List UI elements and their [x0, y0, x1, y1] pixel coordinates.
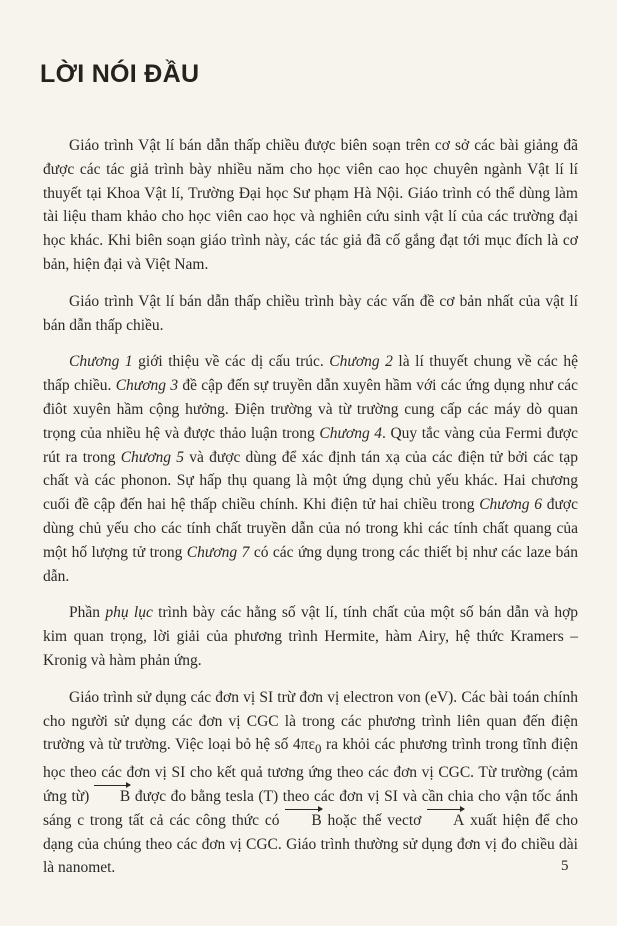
- paragraph-intro: Giáo trình Vật lí bán dẫn thấp chiều được biên soạn trên cơ sở các bài giảng đã được các tác giả trình bày nhiều năm cho học viên cao học chuyên ngành Vật lí lí thuyết tại Khoa Vật lí, Trường Đại học Sư phạm Hà Nội. Giáo trình có thể dùng làm tài liệu tham khảo cho học viên cao học và nghiên cứu sinh vật lí của các trường đại học khác. Khi biên soạn giáo trình này, các tác giả đã cố gắng đạt tới mục đích là cơ bản, hiện đại và Việt Nam.: [43, 137, 578, 273]
- coulomb-factor: $4\pi\varepsilon_0$: [292, 736, 322, 757]
- chapter-ref: Chương 1: [69, 353, 133, 371]
- paragraph-scope: Giáo trình Vật lí bán dẫn thấp chiều trình bày các vấn đề cơ bản nhất của vật lí bán dẫn thấp chiều.: [43, 292, 578, 334]
- chapter-ref: Chương 6: [479, 496, 543, 514]
- appendix-ref: phụ lục: [105, 604, 153, 622]
- paragraph-appendix: Phần phụ lục trình bày các hằng số vật lí, tính chất của một số bán dẫn và hợp kim quan trọng, lời giải của phương trình Hermite, hàm Airy, hệ thức Kramers – Kronig và hàm phản ứng.: [43, 604, 579, 669]
- chapter-ref: Chương 4: [319, 424, 383, 442]
- paragraph-chapters: Chương 1 giới thiệu về các dị cấu trúc. Chương 2 là lí thuyết chung về các hệ thấp chiều. Chương 3 đề cập đến sự truyền dẫn xuyên hầm với các ứng dụng như các điôt xuyên hầm cộng hưởng. Điện trường và từ trường cung cấp các máy dò quan trọng của nhiều hệ và được thảo luận trong Chương 4. Quy tắc vàng của Fermi được rút ra trong Chương 5 và được dùng để xác định tán xạ của các điện tử bởi các tạp chất và các phonon. Sự hấp thụ quang là một ứng dụng chủ yếu khác. Hai chương cuối đề cập đến hai hệ thấp chiều chính. Khi điện tử hai chiều trong Chương 6 được dùng chủ yếu cho các tính chất truyền dẫn của nó trong khi các tính chất quang của một hố lượng tử trong Chương 7 có các ứng dụng trong các thiết bị như các laze bán dẫn.: [43, 353, 578, 585]
- chapter-ref: Chương 7: [186, 543, 250, 561]
- chapter-ref: Chương 2: [329, 353, 393, 371]
- page-heading: LỜI NÓI ĐẦU: [40, 60, 200, 88]
- vector-b-symbol: B: [285, 809, 321, 833]
- vector-a-symbol: A: [427, 809, 464, 833]
- paragraph-units: Giáo trình sử dụng các đơn vị SI trừ đơn vị electron von (eV). Các bài toán chính cho người sử dụng các đơn vị CGC là trong các phương trình liên quan đến điện trường và từ trường. Việc loại bỏ hệ số $4\pi\varepsilon_0$ ra khỏi các phương trình trong tĩnh điện học theo các đơn vị SI cho kết quả tương ứng theo các đơn vị CGC. Từ trường (cảm ứng từ) B được đo bằng tesla (T) theo các đơn vị SI và cần chia cho vận tốc ánh sáng c trong tất cả các công thức có B hoặc thế vectơ A xuất hiện để cho dạng của chúng theo các đơn vị CGC. Giáo trình thường sử dụng đơn vị đo chiều dài là nanomet.: [43, 688, 578, 877]
- page-number: 5: [561, 858, 569, 874]
- chapter-ref: Chương 3: [115, 377, 179, 395]
- preface-body: [43, 134, 578, 893]
- chapter-ref: Chương 5: [120, 448, 184, 466]
- vector-b-symbol: B: [94, 785, 130, 809]
